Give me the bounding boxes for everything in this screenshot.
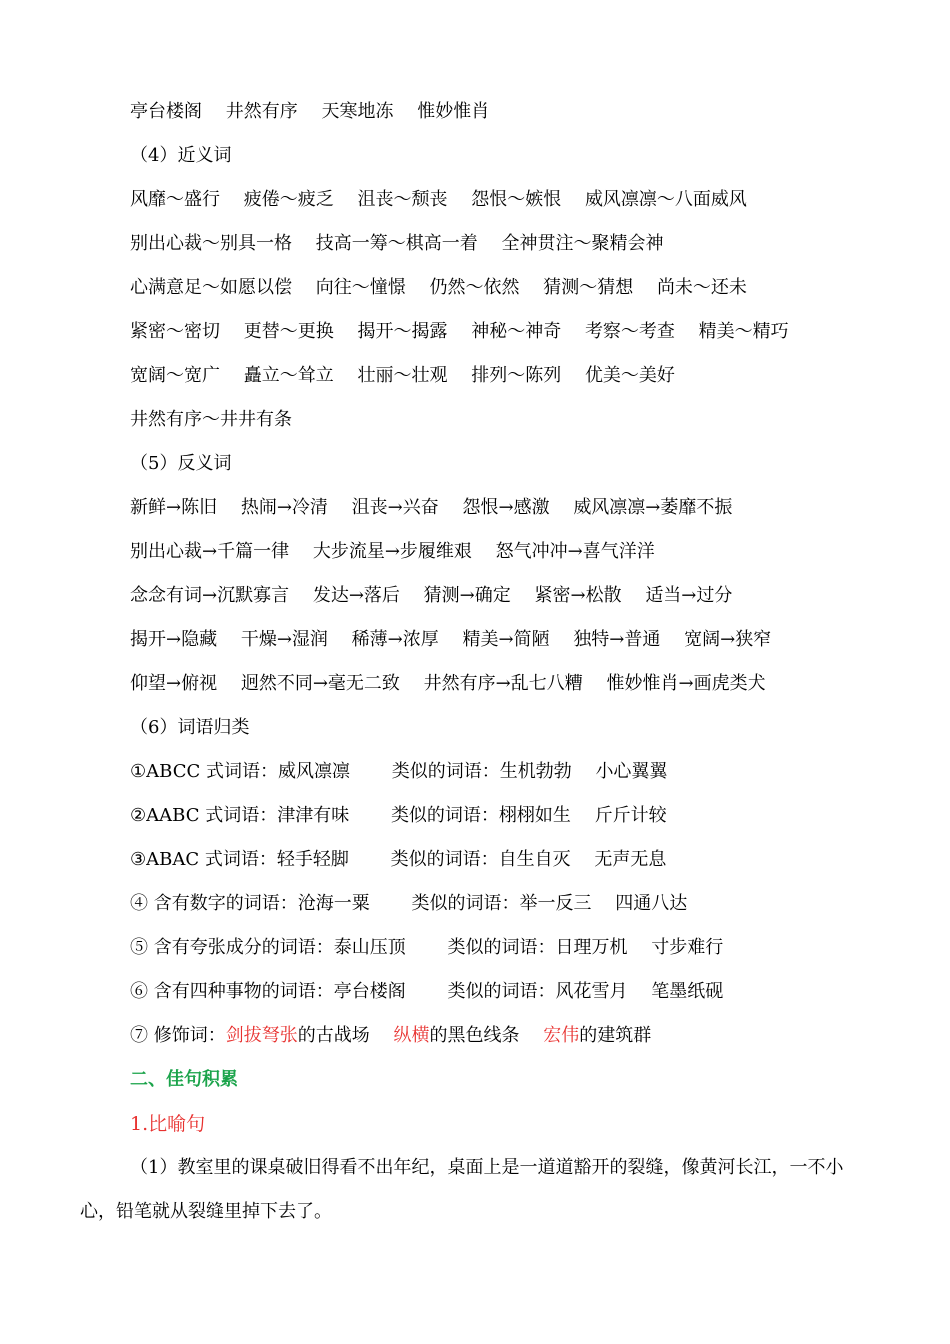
synonym-pair: 井然有序～井井有条 bbox=[130, 409, 292, 430]
synonym-row bbox=[130, 407, 292, 433]
classification-item bbox=[130, 979, 723, 1005]
classification-lead: ⑤ 含有夸张成分的词语：泰山压顶 bbox=[130, 937, 406, 958]
modifier-highlight: 宏伟 bbox=[543, 1025, 580, 1046]
similar-word-extra: 小心翼翼 bbox=[595, 761, 668, 782]
antonym-pair: 稀薄→浓厚 bbox=[351, 629, 439, 650]
synonym-pair: 猜测～猜想 bbox=[543, 277, 634, 298]
synonym-pair: 考察～考查 bbox=[584, 321, 675, 342]
synonym-pair: 精美～精巧 bbox=[698, 321, 789, 342]
antonym-pair: 猜测→确定 bbox=[423, 585, 511, 606]
antonym-pair: 揭开→隐藏 bbox=[130, 629, 218, 650]
similar-word-extra: 寸步难行 bbox=[651, 937, 724, 958]
antonym-pair: 大步流星→步履维艰 bbox=[312, 541, 472, 562]
synonym-pair: 紧密～密切 bbox=[130, 321, 220, 342]
antonym-pair: 独特→普通 bbox=[573, 629, 661, 650]
antonym-pair: 威风凛凛→萎靡不振 bbox=[573, 497, 733, 518]
synonym-pair: 疲倦～疲乏 bbox=[243, 189, 334, 210]
synonym-pair: 更替～更换 bbox=[243, 321, 334, 342]
synonym-pair: 排列～陈列 bbox=[471, 365, 562, 386]
synonym-pair: 心满意足～如愿以偿 bbox=[130, 277, 292, 298]
synonym-pair: 怨恨～嫉恨 bbox=[471, 189, 562, 210]
synonym-pair: 壮丽～壮观 bbox=[357, 365, 448, 386]
antonym-pair: 井然有序→乱七八糟 bbox=[423, 673, 583, 694]
synonym-pair: 技高一筹～棋高一着 bbox=[315, 233, 478, 254]
synonym-row bbox=[130, 319, 789, 345]
synonym-pair: 向往～憧憬 bbox=[315, 277, 406, 298]
antonym-pair: 沮丧→兴奋 bbox=[351, 497, 439, 518]
modifier-words-row bbox=[130, 1023, 651, 1049]
word-list-row bbox=[130, 99, 489, 125]
antonym-pair: 干燥→湿润 bbox=[240, 629, 328, 650]
antonym-pair: 发达→落后 bbox=[312, 585, 400, 606]
synonym-pair: 矗立～耸立 bbox=[243, 365, 334, 386]
similar-word-extra: 无声无息 bbox=[594, 849, 667, 870]
modifier-noun: 的黑色线条 bbox=[429, 1025, 520, 1046]
antonym-pair: 怨恨→感激 bbox=[462, 497, 550, 518]
synonym-row bbox=[130, 275, 747, 301]
section-heading-classification: （6）词语归类 bbox=[130, 717, 250, 738]
modifier-noun: 的建筑群 bbox=[579, 1025, 652, 1046]
synonym-row bbox=[130, 363, 675, 389]
synonym-row bbox=[130, 187, 747, 213]
synonym-pair: 神秘～神奇 bbox=[471, 321, 562, 342]
similar-words: 类似的词语：栩栩如生 bbox=[390, 805, 571, 826]
modifier-highlight: 纵横 bbox=[393, 1025, 430, 1046]
synonym-pair: 仍然～依然 bbox=[429, 277, 520, 298]
similar-words: 类似的词语：生机勃勃 bbox=[391, 761, 572, 782]
classification-lead: ②AABC 式词语：津津有味 bbox=[130, 805, 350, 826]
word: 亭台楼阁 bbox=[130, 101, 202, 122]
antonym-pair: 迥然不同→毫无二致 bbox=[240, 673, 400, 694]
similar-word-extra: 笔墨纸砚 bbox=[651, 981, 724, 1002]
classification-lead: ①ABCC 式词语：威风凛凛 bbox=[130, 761, 350, 782]
similar-words: 类似的词语：自生自灭 bbox=[390, 849, 571, 870]
synonym-pair: 威风凛凛～八面威风 bbox=[584, 189, 747, 210]
synonym-pair: 沮丧～颓丧 bbox=[357, 189, 448, 210]
antonym-pair: 适当→过分 bbox=[645, 585, 733, 606]
antonym-pair: 宽阔→狭窄 bbox=[684, 629, 772, 650]
antonym-pair: 怒气冲冲→喜气洋洋 bbox=[495, 541, 655, 562]
antonym-pair: 紧密→松散 bbox=[534, 585, 622, 606]
synonym-pair: 揭开～揭露 bbox=[357, 321, 448, 342]
synonym-pair: 优美～美好 bbox=[584, 365, 675, 386]
synonym-pair: 全神贯注～聚精会神 bbox=[501, 233, 664, 254]
antonym-pair: 惟妙惟肖→画虎类犬 bbox=[606, 673, 766, 694]
word: 天寒地冻 bbox=[321, 101, 394, 122]
modifier-lead: ⑦ 修饰词： bbox=[130, 1025, 226, 1046]
antonym-row bbox=[130, 671, 766, 697]
classification-item bbox=[130, 891, 687, 917]
antonym-pair: 精美→简陋 bbox=[462, 629, 550, 650]
antonym-row bbox=[130, 495, 732, 521]
section-heading-synonyms: （4）近义词 bbox=[130, 145, 232, 166]
antonym-row bbox=[130, 539, 655, 565]
classification-item bbox=[130, 935, 723, 961]
similar-words: 类似的词语：风花雪月 bbox=[447, 981, 628, 1002]
modifier-highlight: 剑拔弩张 bbox=[225, 1025, 298, 1046]
antonym-pair: 新鲜→陈旧 bbox=[130, 497, 218, 518]
example-sentence: （1）教室里的课桌破旧得看不出年纪，桌面上是一道道豁开的裂缝，像黄河长江，一不小心，铅笔就从裂缝里掉下去了。 bbox=[80, 1157, 844, 1222]
antonym-row bbox=[130, 627, 771, 653]
antonym-pair: 念念有词→沉默寡言 bbox=[130, 585, 290, 606]
subsection-title: 1.比喻句 bbox=[130, 1113, 206, 1135]
synonym-pair: 尚未～还未 bbox=[656, 277, 747, 298]
similar-words: 类似的词语：举一反三 bbox=[411, 893, 592, 914]
classification-lead: ③ABAC 式词语：轻手轻脚 bbox=[130, 849, 349, 870]
classification-lead: ⑥ 含有四种事物的词语：亭台楼阁 bbox=[130, 981, 406, 1002]
antonym-pair: 仰望→俯视 bbox=[130, 673, 218, 694]
word: 井然有序 bbox=[225, 101, 298, 122]
synonym-pair: 风靡～盛行 bbox=[130, 189, 220, 210]
antonym-pair: 别出心裁→千篇一律 bbox=[130, 541, 290, 562]
similar-words: 类似的词语：日理万机 bbox=[447, 937, 628, 958]
synonym-pair: 别出心裁～别具一格 bbox=[130, 233, 292, 254]
classification-item bbox=[130, 847, 666, 873]
section-title: 二、佳句积累 bbox=[130, 1069, 238, 1090]
classification-item bbox=[130, 759, 667, 785]
classification-item bbox=[130, 803, 667, 829]
antonym-pair: 热闹→冷清 bbox=[240, 497, 328, 518]
word: 惟妙惟肖 bbox=[417, 101, 490, 122]
section-heading-antonyms: （5）反义词 bbox=[130, 453, 232, 474]
similar-word-extra: 四通八达 bbox=[615, 893, 688, 914]
classification-lead: ④ 含有数字的词语：沧海一粟 bbox=[130, 893, 370, 914]
synonym-pair: 宽阔～宽广 bbox=[130, 365, 220, 386]
synonym-row bbox=[130, 231, 663, 257]
similar-word-extra: 斤斤计较 bbox=[594, 805, 667, 826]
antonym-row bbox=[130, 583, 732, 609]
modifier-noun: 的古战场 bbox=[297, 1025, 370, 1046]
